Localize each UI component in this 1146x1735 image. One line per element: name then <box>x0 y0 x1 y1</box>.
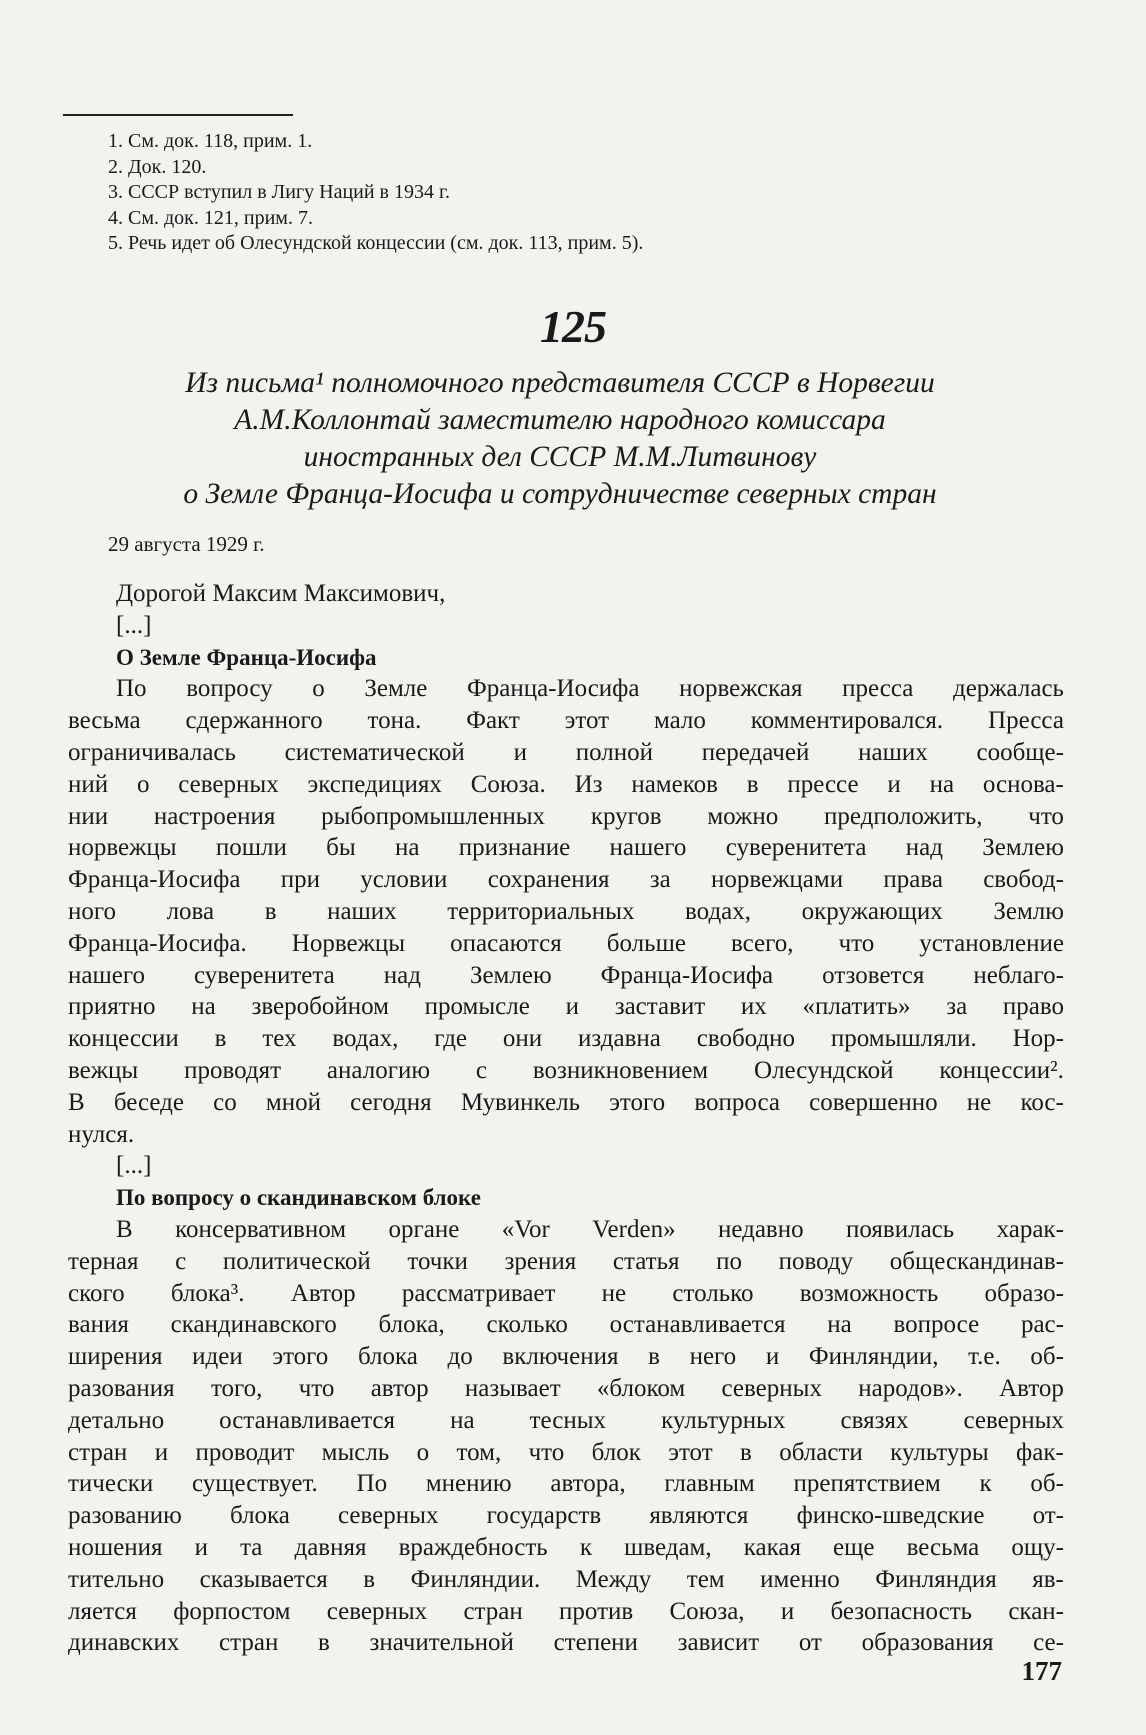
word: блока <box>357 1343 418 1371</box>
word: культуры <box>890 1438 989 1466</box>
word: блок <box>591 1438 641 1466</box>
word: беседе <box>113 1088 184 1116</box>
word: вопроса <box>694 1088 780 1116</box>
word: что <box>838 929 875 957</box>
word: Автор <box>290 1279 356 1307</box>
text-line <box>68 769 1064 801</box>
word: включения <box>502 1343 619 1371</box>
word: культурных <box>661 1406 786 1434</box>
paragraph-scandinavian-bloc <box>68 1214 1064 1659</box>
text-line <box>68 1278 1064 1310</box>
word: вания <box>68 1311 129 1339</box>
word: фак- <box>1016 1438 1064 1466</box>
word: органе <box>388 1215 460 1243</box>
word: в <box>648 1343 660 1371</box>
word: рыбопромышленных <box>321 802 546 830</box>
word: се- <box>1033 1629 1064 1657</box>
word: Франца-Иосифа. <box>68 929 247 957</box>
word: промысле <box>424 993 530 1021</box>
word: в <box>740 1438 752 1466</box>
word: зависит <box>677 1629 760 1657</box>
word: еще <box>833 1533 875 1561</box>
word: общескандинав- <box>889 1247 1064 1275</box>
document-title <box>110 365 1010 513</box>
word: яв- <box>1032 1565 1064 1593</box>
word: В <box>68 1088 85 1116</box>
word: автора, <box>550 1470 626 1498</box>
word: не <box>601 1279 627 1307</box>
word: держалась <box>952 675 1064 703</box>
word: По <box>116 675 147 703</box>
word: весьма <box>906 1533 980 1561</box>
word: государств <box>486 1502 602 1530</box>
word: поводу <box>778 1247 854 1275</box>
word: тесных <box>529 1406 607 1434</box>
word: тона. <box>367 707 422 735</box>
word: вопросе <box>893 1311 980 1339</box>
ellipsis: [...] <box>116 1152 152 1180</box>
word: и <box>565 993 579 1021</box>
word: больше <box>606 929 686 957</box>
word: образования <box>861 1629 994 1657</box>
word: окружающих <box>801 897 943 925</box>
footnotes <box>108 129 1008 257</box>
word: территориальных <box>447 897 635 925</box>
word: заставит <box>614 993 706 1021</box>
word: сообще- <box>976 738 1064 766</box>
word: концессии². <box>939 1056 1064 1084</box>
word: о <box>312 675 325 703</box>
word: статья <box>612 1247 680 1275</box>
word: скандинавского <box>170 1311 337 1339</box>
word: детально <box>68 1406 165 1434</box>
text-line <box>68 1405 1064 1437</box>
section-heading: О Земле Франца-Иосифа <box>116 644 377 670</box>
word: По <box>356 1470 388 1498</box>
word: народов». <box>858 1374 963 1402</box>
letter-date: 29 августа 1929 г. <box>108 532 265 556</box>
word: Финляндия <box>875 1565 997 1593</box>
word: аналогию <box>326 1056 430 1084</box>
word: в <box>214 1025 227 1053</box>
word: политической <box>222 1247 371 1275</box>
word: возникновением <box>532 1056 709 1084</box>
text-line <box>68 1596 1064 1628</box>
text-line <box>68 1341 1064 1373</box>
word: и <box>513 738 527 766</box>
word: недавно <box>717 1215 804 1243</box>
word: Verden» <box>592 1215 676 1243</box>
word: автор <box>370 1374 429 1402</box>
word: что <box>528 1438 565 1466</box>
word: ного <box>68 897 117 925</box>
word: Землю <box>993 897 1064 925</box>
word: северных <box>326 1597 428 1625</box>
word: рас- <box>1020 1311 1064 1339</box>
word: В <box>116 1215 133 1243</box>
word: мысль <box>321 1438 390 1466</box>
word: нашего <box>68 961 145 989</box>
word: мной <box>265 1088 321 1116</box>
word: ограничивалась <box>68 738 236 766</box>
word: рассматривает <box>401 1279 556 1307</box>
word: идеи <box>192 1343 243 1371</box>
word: Союза. <box>470 770 546 798</box>
word: что <box>298 1374 335 1402</box>
word: него <box>689 1343 737 1371</box>
word: Пресса <box>988 707 1064 735</box>
page-number: 177 <box>1021 1656 1062 1686</box>
word: разованию <box>68 1502 182 1530</box>
word: динавских <box>68 1629 180 1657</box>
word: от- <box>1032 1502 1064 1530</box>
word: степени <box>553 1629 638 1657</box>
word: весьма <box>68 707 141 735</box>
text-line <box>68 1246 1064 1278</box>
word: того, <box>210 1374 263 1402</box>
word: можно <box>707 802 779 830</box>
word: области <box>779 1438 863 1466</box>
title-line: иностранных дел СССР М.М.Литвинову <box>303 441 817 473</box>
word: Союза, <box>669 1597 745 1625</box>
word: суверенитета <box>725 834 867 862</box>
word: этого <box>272 1343 329 1371</box>
word: в <box>317 1629 330 1657</box>
word: до <box>447 1343 473 1371</box>
word: норвежцами <box>711 866 844 894</box>
word: они <box>502 1025 543 1053</box>
word: кос- <box>1020 1088 1064 1116</box>
word: тически <box>68 1470 154 1498</box>
word: этот <box>668 1438 713 1466</box>
text-line <box>68 737 1064 769</box>
text-line <box>68 1055 1064 1087</box>
word: Землею <box>469 961 552 989</box>
word: издавна <box>577 1025 661 1053</box>
word: нии <box>68 802 109 830</box>
word: норвежцы <box>68 834 177 862</box>
word: за <box>649 866 671 894</box>
text-line <box>68 991 1064 1023</box>
word: связях <box>840 1406 909 1434</box>
title-line: А.М.Коллонтай заместителю народного комиссара <box>234 404 886 436</box>
text-line: нулся. <box>68 1120 135 1148</box>
word: шведам, <box>624 1533 712 1561</box>
word: давняя <box>294 1533 367 1561</box>
title-line: о Земле Франца-Иосифа и сотрудничестве северных стран <box>183 478 937 510</box>
word: наших <box>858 738 928 766</box>
word: нашего <box>609 834 687 862</box>
word: являются <box>649 1502 749 1530</box>
word: водах, <box>685 897 752 925</box>
word: лова <box>166 897 215 925</box>
word: со <box>213 1088 237 1116</box>
word: стран <box>463 1597 523 1625</box>
word: установление <box>919 929 1064 957</box>
word: тем <box>686 1565 725 1593</box>
word: Франца-Иосифа <box>466 675 640 703</box>
word: тительно <box>68 1565 165 1593</box>
word: Нор- <box>1012 1025 1064 1053</box>
word: экспедициях <box>307 770 442 798</box>
section-heading: По вопросу о скандинавском блоке <box>116 1185 481 1211</box>
word: ширения <box>68 1343 163 1371</box>
word: стран <box>68 1438 128 1466</box>
word: в <box>746 770 759 798</box>
word: мнению <box>425 1470 512 1498</box>
word: на <box>394 834 420 862</box>
word: препятствием <box>793 1470 941 1498</box>
word: блока³. <box>170 1279 245 1307</box>
word: терная <box>68 1247 139 1275</box>
word: и <box>194 1533 208 1561</box>
word: северных <box>963 1406 1064 1434</box>
word: норвежская <box>679 675 803 703</box>
word: промышляли. <box>830 1025 977 1053</box>
word: против <box>559 1597 634 1625</box>
word: точки <box>407 1247 468 1275</box>
word: «платить» <box>802 993 911 1021</box>
text-line <box>68 928 1064 960</box>
word: стран <box>219 1629 279 1657</box>
word: Из <box>574 770 603 798</box>
word: проводит <box>195 1438 295 1466</box>
word: форпостом <box>173 1597 291 1625</box>
footnote: 2. Док. 120. <box>108 155 207 178</box>
word: ний <box>68 770 109 798</box>
word: северных <box>178 770 279 798</box>
word: их <box>740 993 767 1021</box>
word: на <box>191 993 216 1021</box>
word: пошли <box>215 834 287 862</box>
word: т.е. <box>968 1343 1001 1371</box>
word: с <box>475 1056 487 1084</box>
word: Финляндии, <box>808 1343 939 1371</box>
word: останавливается <box>219 1406 396 1434</box>
text-line <box>68 1532 1064 1564</box>
word: существует. <box>191 1470 318 1498</box>
word: водах, <box>332 1025 399 1053</box>
text-line <box>68 801 1064 833</box>
word: не <box>966 1088 992 1116</box>
word: об- <box>1030 1470 1064 1498</box>
text-line <box>68 1214 1064 1246</box>
footnote: 1. См. док. 118, прим. 1. <box>108 130 313 152</box>
word: на <box>929 770 955 798</box>
letter-body <box>68 578 1064 1659</box>
footnote-rule <box>63 114 293 116</box>
word: «блоком <box>596 1374 686 1402</box>
word: Норвежцы <box>291 929 406 957</box>
text-line <box>68 1627 1064 1659</box>
word: сколько <box>486 1311 568 1339</box>
word: условии <box>360 866 448 894</box>
word: систематической <box>284 738 465 766</box>
word: Землею <box>982 834 1064 862</box>
word: что <box>1028 802 1064 830</box>
word: разования <box>68 1374 175 1402</box>
word: образо- <box>984 1279 1064 1307</box>
word: опасаются <box>450 929 562 957</box>
word: свободно <box>696 1025 796 1053</box>
word: к <box>579 1533 592 1561</box>
word: значительной <box>369 1629 514 1657</box>
word: ношения <box>68 1533 163 1561</box>
word: совершенно <box>809 1088 938 1116</box>
word: главным <box>664 1470 755 1498</box>
word: Франца-Иосифа <box>68 866 241 894</box>
word: сегодня <box>350 1088 432 1116</box>
text-line <box>68 960 1064 992</box>
word: ощу- <box>1011 1533 1064 1561</box>
word: блока <box>229 1502 290 1530</box>
text-line <box>68 1468 1064 1500</box>
title-line: Из письма¹ полномочного представителя СССР в Норвегии <box>185 367 935 399</box>
word: сохранения <box>487 866 610 894</box>
text-line <box>68 1087 1064 1119</box>
word: возможность <box>799 1279 939 1307</box>
word: безопасность <box>830 1597 973 1625</box>
text-line <box>68 1309 1064 1341</box>
word: с <box>175 1247 187 1275</box>
paragraph-franz-josef-land <box>68 673 1064 1150</box>
word: сказывается <box>199 1565 328 1593</box>
text-line <box>68 896 1064 928</box>
word: зрения <box>504 1247 577 1275</box>
word: Автор <box>999 1374 1064 1402</box>
word: блока, <box>378 1311 445 1339</box>
word: Олесундской <box>754 1056 894 1084</box>
word: скан- <box>1008 1597 1064 1625</box>
word: финско-шведские <box>796 1502 985 1530</box>
word: и <box>780 1597 795 1625</box>
word: ского <box>68 1279 125 1307</box>
word: зверобойном <box>251 993 389 1021</box>
word: называет <box>464 1374 561 1402</box>
document-number: 125 <box>540 301 606 352</box>
word: ляется <box>68 1597 137 1625</box>
word: в <box>363 1565 376 1593</box>
text-line <box>68 1564 1064 1596</box>
text-line <box>68 832 1064 864</box>
word: наших <box>327 897 397 925</box>
word: вопросу <box>186 675 273 703</box>
text-line <box>68 864 1064 896</box>
word: харак- <box>996 1215 1064 1243</box>
word: по <box>716 1247 742 1275</box>
word: столько <box>672 1279 754 1307</box>
word: свобод- <box>983 866 1064 894</box>
word: враждебность <box>398 1533 548 1561</box>
word: при <box>280 866 321 894</box>
word: Факт <box>466 707 520 735</box>
ellipsis: [...] <box>116 611 152 639</box>
word: какая <box>743 1533 801 1561</box>
word: предположить, <box>823 802 983 830</box>
word: и <box>765 1343 780 1371</box>
word: право <box>1002 993 1064 1021</box>
word: Мувинкель <box>460 1088 581 1116</box>
word: консервативном <box>175 1215 347 1243</box>
word: северных <box>338 1502 439 1530</box>
word: от <box>798 1629 822 1657</box>
word: над <box>905 834 943 862</box>
word: в <box>264 897 277 925</box>
word: над <box>383 961 421 989</box>
text-line <box>68 1023 1064 1055</box>
text-line <box>68 673 1064 705</box>
text-line <box>68 1500 1064 1532</box>
word: признание <box>458 834 571 862</box>
word: всего, <box>730 929 794 957</box>
word: Финляндии. <box>410 1565 541 1593</box>
word: Между <box>575 1565 652 1593</box>
word: о <box>416 1438 430 1466</box>
word: кругов <box>590 802 662 830</box>
word: приятно <box>68 993 156 1021</box>
word: намеков <box>631 770 718 798</box>
footnote: 5. Речь идет об Олесундской концессии (см. док. 113, прим. 5). <box>108 232 644 254</box>
word: на <box>827 1311 852 1339</box>
text-line <box>68 1437 1064 1469</box>
word: проводят <box>184 1056 282 1084</box>
word: комментировался. <box>750 707 944 735</box>
word: именно <box>760 1565 840 1593</box>
word: Франца-Иосифа <box>600 961 774 989</box>
word: этот <box>564 707 610 735</box>
word: и <box>887 770 901 798</box>
word: концессии <box>68 1025 179 1053</box>
word: мало <box>653 707 706 735</box>
salutation: Дорогой Максим Максимович, <box>116 580 446 607</box>
footnote: 3. СССР вступил в Лигу Наций в 1934 г. <box>108 181 450 203</box>
word: появилась <box>846 1215 955 1243</box>
word: права <box>883 866 943 894</box>
word: неблаго- <box>973 961 1064 989</box>
word: пресса <box>842 675 914 703</box>
word: об- <box>1030 1343 1064 1371</box>
footnote: 4. См. док. 121, прим. 7. <box>108 206 313 229</box>
text-line <box>68 705 1064 737</box>
word: к <box>979 1470 992 1498</box>
word: Земле <box>364 675 428 703</box>
word: этого <box>609 1088 666 1116</box>
word: прессе <box>787 770 859 798</box>
word: суверенитета <box>193 961 335 989</box>
word: бы <box>326 834 356 862</box>
word: на <box>450 1406 475 1434</box>
word: о <box>136 770 150 798</box>
word: том, <box>456 1438 502 1466</box>
word: полной <box>575 738 653 766</box>
word: сдержанного <box>185 707 323 735</box>
word: та <box>240 1533 263 1561</box>
word: где <box>434 1025 468 1053</box>
text-line <box>68 1373 1064 1405</box>
word: вежцы <box>68 1056 139 1084</box>
word: за <box>946 993 968 1021</box>
word: «Vor <box>501 1215 550 1243</box>
word: настроения <box>153 802 276 830</box>
word: и <box>154 1438 169 1466</box>
word: тех <box>262 1025 297 1053</box>
word: передачей <box>701 738 810 766</box>
word: основа- <box>982 770 1064 798</box>
word: северных <box>721 1374 822 1402</box>
word: останавливается <box>609 1311 786 1339</box>
word: отзовется <box>822 961 925 989</box>
